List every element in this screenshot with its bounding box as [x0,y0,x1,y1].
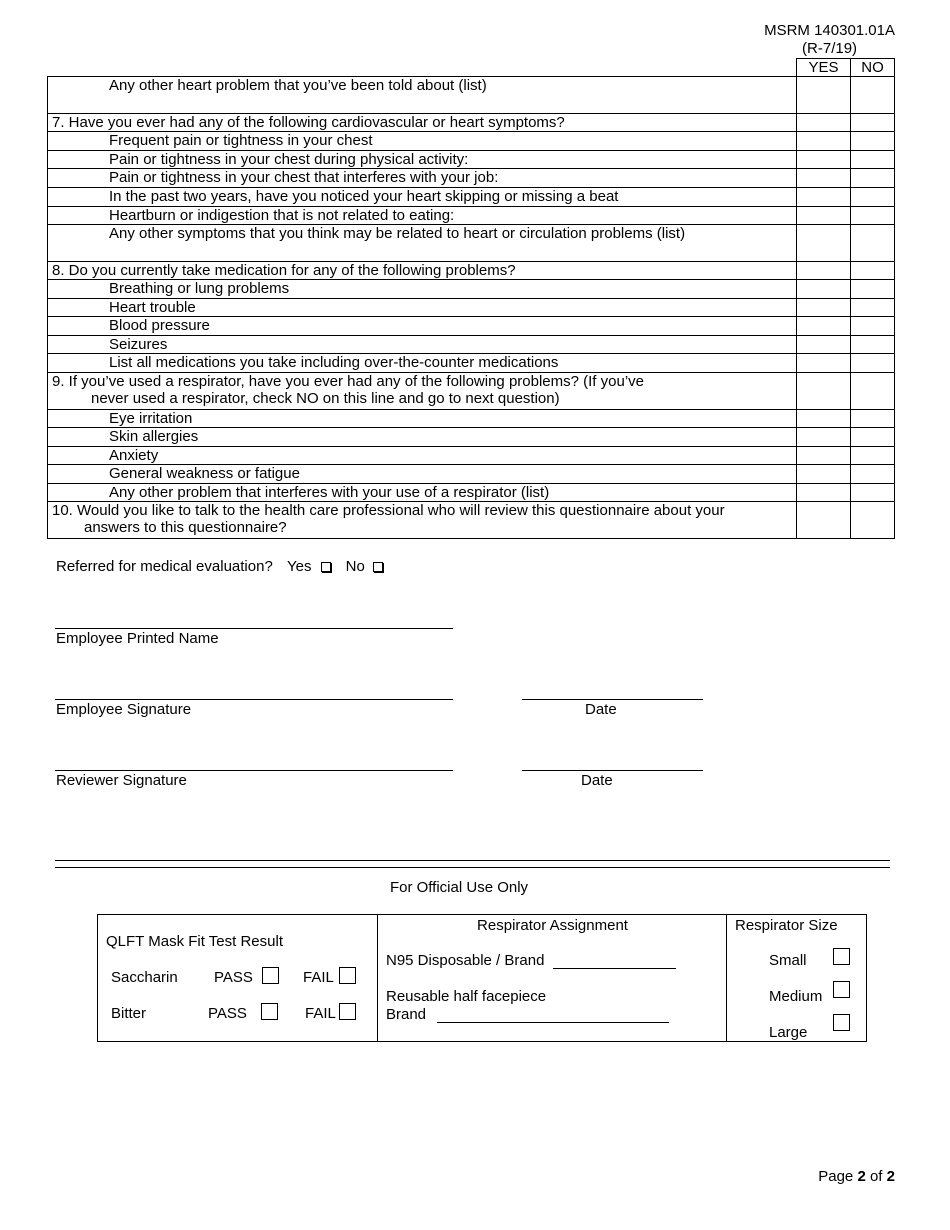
no-column-header: NO [851,59,895,77]
page-number [818,1168,895,1185]
fit-test-section [98,915,378,1041]
reusable-label: Reusable half facepiece [386,988,547,1005]
size-small-label: Small [769,952,807,969]
question-10-line-1: 10. Would you like to talk to the health care professional who will review this questionnaire about your [52,502,725,519]
size-large-label: Large [769,1024,808,1041]
question-text: Blood pressure [48,317,797,336]
official-use-title: For Official Use Only [389,879,529,896]
no-cell[interactable] [851,280,895,299]
employee-date-label: Date [585,701,617,718]
form-revision: (R-7/19) [802,40,858,57]
no-cell[interactable] [851,299,895,317]
respirator-assignment-section [378,915,727,1041]
reviewer-signature-line[interactable] [55,770,453,771]
question-text: Pain or tightness in your chest that interferes with your job: [48,169,797,188]
yes-cell[interactable] [797,188,851,207]
question-text: Any other heart problem that you’ve been told about (list) [48,77,797,114]
yes-cell[interactable] [797,465,851,484]
referral-no-label: No [345,558,365,575]
question-text [48,502,797,539]
referral-question: Referred for medical evaluation? [56,558,273,575]
no-cell[interactable] [851,207,895,225]
question-text: Any other symptoms that you think may be related to heart or circulation problems (list) [48,225,797,262]
yes-cell[interactable] [797,151,851,169]
page-total: 2 [886,1168,895,1185]
bitter-pass-checkbox[interactable] [261,1003,278,1020]
referral-no-checkbox[interactable] [373,562,383,572]
table-row [48,502,895,539]
referral-yes-label: Yes [286,558,312,575]
table-row [48,169,895,188]
page-current: 2 [857,1168,866,1185]
yes-cell[interactable] [797,484,851,502]
page-prefix: Page [818,1168,854,1185]
no-cell[interactable] [851,502,895,539]
table-row [48,410,895,428]
size-medium-label: Medium [769,988,823,1005]
no-cell[interactable] [851,169,895,188]
table-row [48,484,895,502]
question-9-line-2: never used a respirator, check NO on this line and go to next question) [91,390,560,407]
size-heading: Respirator Size [735,917,838,934]
question-text: List all medications you take including over-the-counter medications [48,354,797,373]
size-medium-checkbox[interactable] [833,981,850,998]
questionnaire-table [47,58,895,539]
table-row [48,225,895,262]
n95-brand-line[interactable] [553,968,676,969]
table-row [48,428,895,447]
table-row [48,132,895,151]
no-cell[interactable] [851,410,895,428]
yes-cell[interactable] [797,317,851,336]
saccharin-label: Saccharin [111,969,178,986]
fit-test-heading: QLFT Mask Fit Test Result [106,933,283,950]
form-code-block [764,22,895,58]
question-text: Heartburn or indigestion that is not related to eating: [48,207,797,225]
saccharin-pass-checkbox[interactable] [262,967,279,984]
no-cell[interactable] [851,447,895,465]
table-row [48,373,895,410]
yes-cell[interactable] [797,410,851,428]
table-row [48,151,895,169]
assignment-heading: Respirator Assignment [477,917,628,934]
no-cell[interactable] [851,132,895,151]
table-row [48,447,895,465]
question-text: 8. Do you currently take medication for any of the following problems? [48,262,797,280]
question-text: 7. Have you ever had any of the following cardiovascular or heart symptoms? [48,114,797,132]
no-cell[interactable] [851,114,895,132]
referral-yes-checkbox[interactable] [321,562,331,572]
yes-cell[interactable] [797,336,851,354]
question-text: Frequent pain or tightness in your chest [48,132,797,151]
employee-date-line[interactable] [522,699,703,700]
no-cell[interactable] [851,225,895,262]
respirator-size-section [727,915,866,1041]
size-large-checkbox[interactable] [833,1014,850,1031]
yes-cell[interactable] [797,77,851,114]
table-row [48,262,895,280]
official-use-table [97,914,867,1042]
n95-label: N95 Disposable / Brand [386,952,545,969]
saccharin-pass-label: PASS [214,969,253,986]
page-of: of [869,1168,883,1185]
table-header-row [48,59,895,77]
no-cell[interactable] [851,484,895,502]
double-rule-divider [55,860,890,868]
no-cell[interactable] [851,336,895,354]
question-text: Skin allergies [48,428,797,447]
bitter-label: Bitter [111,1005,147,1022]
yes-cell[interactable] [797,354,851,373]
yes-cell[interactable] [797,262,851,280]
question-text: General weakness or fatigue [48,465,797,484]
yes-cell[interactable] [797,114,851,132]
yes-cell[interactable] [797,280,851,299]
yes-cell[interactable] [797,428,851,447]
printed-name-label: Employee Printed Name [56,630,219,647]
yes-cell[interactable] [797,373,851,410]
yes-cell[interactable] [797,299,851,317]
no-cell[interactable] [851,262,895,280]
question-text: Any other problem that interferes with your use of a respirator (list) [48,484,797,502]
table-row [48,336,895,354]
employee-signature-label: Employee Signature [56,701,192,718]
question-text [48,373,797,410]
yes-cell[interactable] [797,169,851,188]
question-text: Seizures [48,336,797,354]
question-text: Pain or tightness in your chest during physical activity: [48,151,797,169]
yes-cell[interactable] [797,207,851,225]
bitter-pass-label: PASS [208,1005,247,1022]
size-small-checkbox[interactable] [833,948,850,965]
no-cell[interactable] [851,465,895,484]
yes-cell[interactable] [797,502,851,539]
yes-cell[interactable] [797,132,851,151]
question-text: In the past two years, have you noticed your heart skipping or missing a beat [48,188,797,207]
question-text: Eye irritation [48,410,797,428]
table-row [48,317,895,336]
table-row [48,188,895,207]
reusable-brand-line[interactable] [437,1022,669,1023]
question-text: Breathing or lung problems [48,280,797,299]
brand-label: Brand [386,1006,427,1023]
printed-name-line[interactable] [55,628,453,629]
table-row [48,77,895,114]
no-cell[interactable] [851,317,895,336]
table-row [48,299,895,317]
no-cell[interactable] [851,188,895,207]
question-10-line-2: answers to this questionnaire? [84,519,287,536]
bitter-fail-label: FAIL [305,1005,336,1022]
no-cell[interactable] [851,77,895,114]
question-9-line-1: 9. If you’ve used a respirator, have you ever had any of the following problems? (If you’ve [52,373,645,390]
table-row [48,114,895,132]
yes-cell[interactable] [797,225,851,262]
no-cell[interactable] [851,151,895,169]
reviewer-date-line[interactable] [522,770,703,771]
saccharin-fail-checkbox[interactable] [339,967,356,984]
yes-column-header: YES [797,59,851,77]
table-row [48,280,895,299]
table-row [48,354,895,373]
bitter-fail-checkbox[interactable] [339,1003,356,1020]
question-text: Heart trouble [48,299,797,317]
no-cell[interactable] [851,428,895,447]
table-row [48,207,895,225]
no-cell[interactable] [851,373,895,410]
saccharin-fail-label: FAIL [303,969,334,986]
employee-signature-line[interactable] [55,699,453,700]
form-number: MSRM 140301.01A [764,22,895,39]
yes-cell[interactable] [797,447,851,465]
referral-row [56,558,389,575]
reviewer-signature-label: Reviewer Signature [56,772,187,789]
reviewer-date-label: Date [581,772,613,789]
no-cell[interactable] [851,354,895,373]
table-row [48,465,895,484]
question-text: Anxiety [48,447,797,465]
